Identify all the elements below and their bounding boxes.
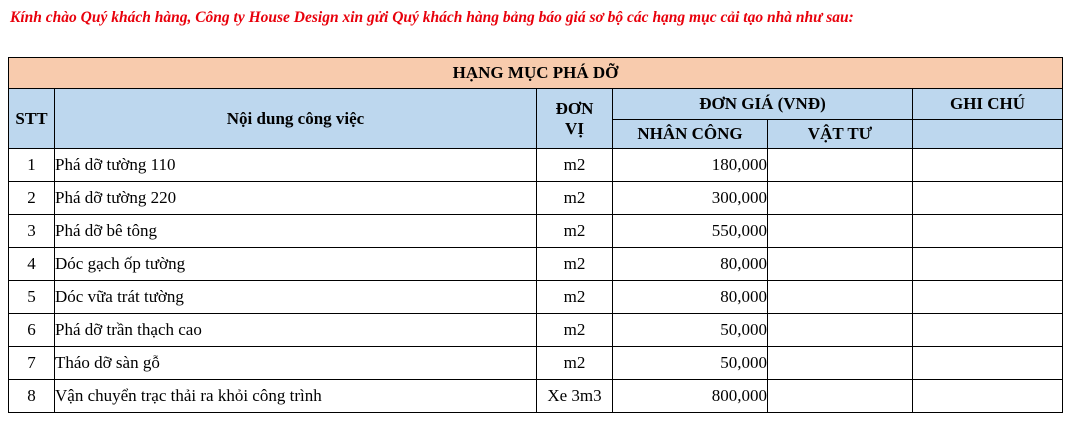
row-stt: 4 [9, 248, 55, 281]
row-unit: m2 [537, 347, 613, 380]
table-row [9, 347, 1063, 380]
header-unit-line2: VỊ [565, 118, 584, 138]
header-stt: STT [9, 89, 55, 149]
table-row [9, 149, 1063, 182]
row-note [913, 215, 1063, 248]
row-stt: 3 [9, 215, 55, 248]
table-row [9, 314, 1063, 347]
header-content: Nội dung công việc [55, 89, 537, 149]
row-note [913, 182, 1063, 215]
row-unit: Xe 3m3 [537, 380, 613, 413]
row-stt: 1 [9, 149, 55, 182]
row-unit: m2 [537, 281, 613, 314]
table-row [9, 380, 1063, 413]
row-material [768, 215, 913, 248]
table-row [9, 215, 1063, 248]
row-labor: 80,000 [613, 281, 768, 314]
header-price: ĐƠN GIÁ (VNĐ) [613, 89, 913, 120]
row-material [768, 380, 913, 413]
row-content: Phá dỡ tường 220 [55, 182, 537, 215]
row-note [913, 248, 1063, 281]
table-row [9, 248, 1063, 281]
table-body [9, 149, 1063, 413]
row-material [768, 347, 913, 380]
header-note: GHI CHÚ [913, 89, 1063, 120]
quote-table [8, 57, 1063, 413]
row-material [768, 182, 913, 215]
row-content: Phá dỡ tường 110 [55, 149, 537, 182]
row-material [768, 248, 913, 281]
table-title: HẠNG MỤC PHÁ DỠ [9, 58, 1063, 89]
row-unit: m2 [537, 215, 613, 248]
row-labor: 550,000 [613, 215, 768, 248]
row-stt: 7 [9, 347, 55, 380]
row-content: Phá dỡ bê tông [55, 215, 537, 248]
row-labor: 800,000 [613, 380, 768, 413]
row-labor: 300,000 [613, 182, 768, 215]
row-labor: 50,000 [613, 314, 768, 347]
row-unit: m2 [537, 314, 613, 347]
row-note [913, 281, 1063, 314]
row-unit: m2 [537, 182, 613, 215]
row-content: Tháo dỡ sàn gỗ [55, 347, 537, 380]
row-stt: 6 [9, 314, 55, 347]
intro-text: Kính chào Quý khách hàng, Công ty House Design xin gửi Quý khách hàng bảng báo giá sơ bộ các hạng mục cải tạo nhà như sau: [10, 9, 854, 26]
header-labor: NHÂN CÔNG [613, 120, 768, 149]
header-unit [537, 89, 613, 149]
header-material: VẬT TƯ [768, 120, 913, 149]
row-note [913, 149, 1063, 182]
row-note [913, 314, 1063, 347]
row-unit: m2 [537, 248, 613, 281]
row-content: Vận chuyển trạc thải ra khỏi công trình [55, 380, 537, 413]
row-labor: 80,000 [613, 248, 768, 281]
row-labor: 50,000 [613, 347, 768, 380]
row-material [768, 314, 913, 347]
row-unit: m2 [537, 149, 613, 182]
row-stt: 2 [9, 182, 55, 215]
row-note [913, 347, 1063, 380]
row-material [768, 149, 913, 182]
row-material [768, 281, 913, 314]
row-note [913, 380, 1063, 413]
row-content: Dóc gạch ốp tường [55, 248, 537, 281]
header-unit-line1: ĐƠN [555, 98, 594, 118]
header-note-blank [913, 120, 1063, 149]
table-row [9, 182, 1063, 215]
row-content: Phá dỡ trần thạch cao [55, 314, 537, 347]
row-labor: 180,000 [613, 149, 768, 182]
row-content: Dóc vữa trát tường [55, 281, 537, 314]
row-stt: 8 [9, 380, 55, 413]
row-stt: 5 [9, 281, 55, 314]
table-row [9, 281, 1063, 314]
